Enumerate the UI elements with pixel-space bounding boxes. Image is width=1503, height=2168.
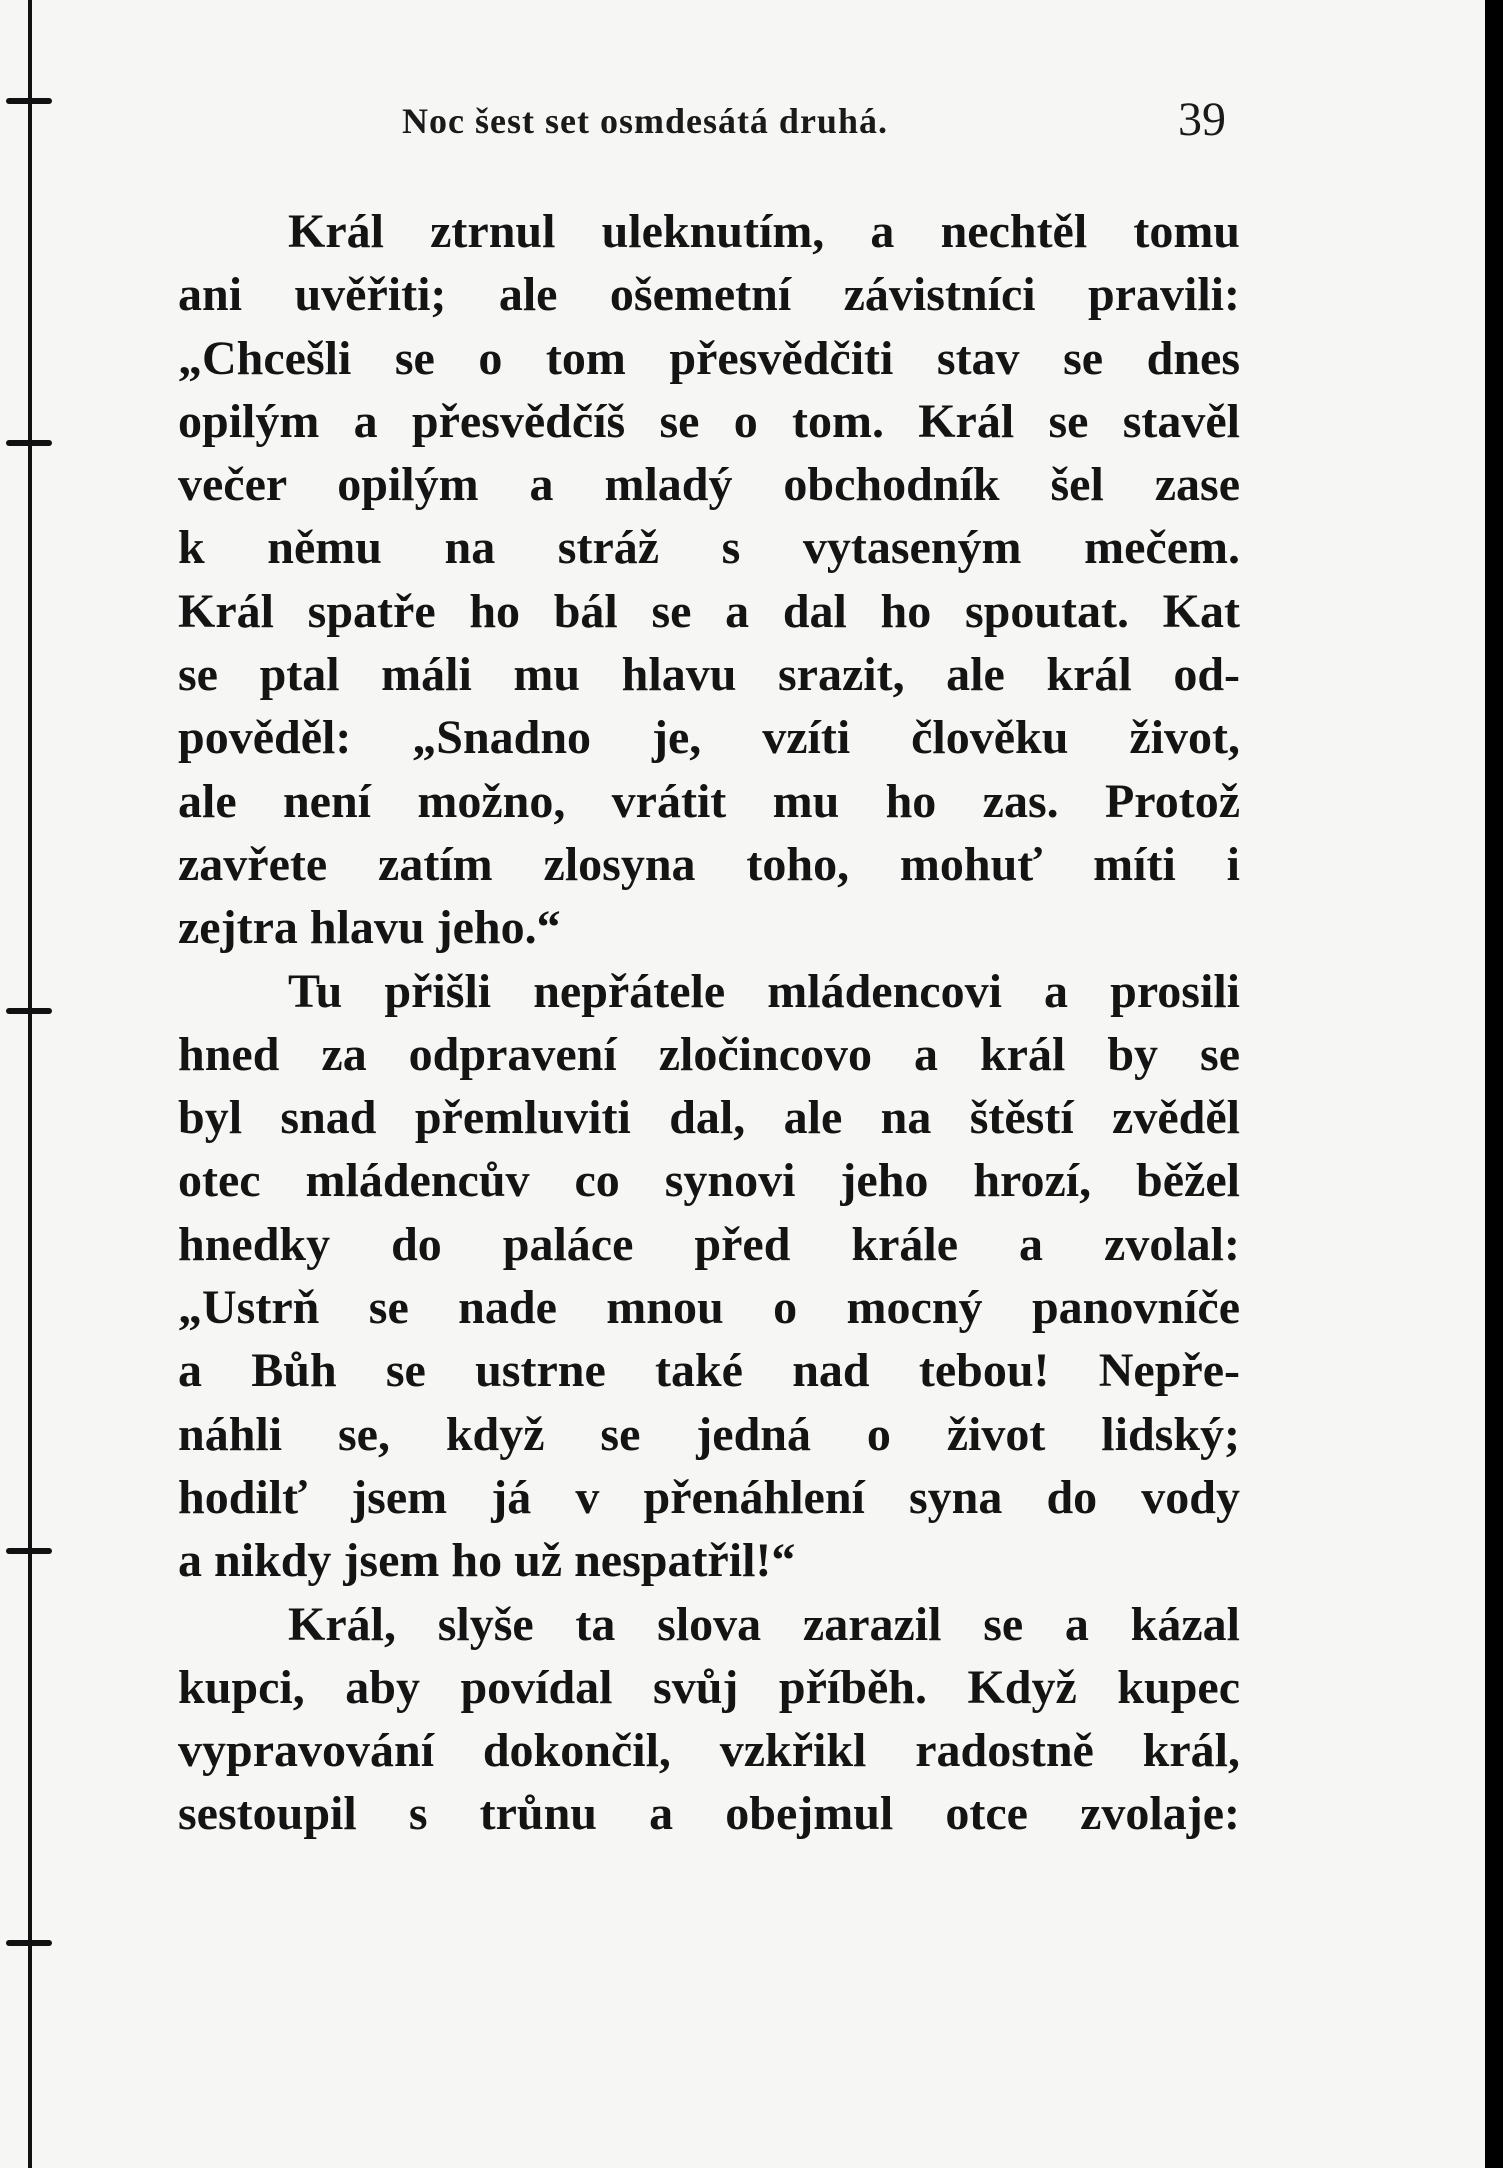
text-line: a nikdy jsem ho už nespatřil!“ <box>178 1534 796 1588</box>
text-line: „Chcešli se o tom přesvědčiti stav se dnes <box>178 331 1240 385</box>
text-line: zavřete zatím zlosyna toho, mohuť míti i <box>178 837 1240 891</box>
text-line: hnedky do paláce před krále a zvolal: <box>178 1217 1240 1271</box>
text-line: hned za odpravení zločincovo a král by se <box>178 1027 1240 1081</box>
text-line: Král ztrnul uleknutím, a nechtěl tomu <box>288 205 1240 258</box>
running-title: Noc šest set osmdesátá druhá. <box>402 101 888 141</box>
text-line: Král spatře ho bál se a dal ho spoutat. Kat <box>178 584 1240 638</box>
text-line: „Ustrň se nade mnou o mocný panovníče <box>178 1281 1240 1335</box>
text-line: večer opilým a mladý obchodník šel zase <box>178 458 1240 512</box>
binding-mark <box>6 440 52 446</box>
text-line: byl snad přemluviti dal, ale na štěstí zvěděl <box>178 1091 1240 1145</box>
text-line: hodilť jsem já v přenáhlení syna do vody <box>178 1470 1240 1524</box>
binding-mark <box>6 1008 52 1014</box>
text-line: opilým a přesvědčíš se o tom. Král se stavěl <box>178 394 1240 448</box>
text-line: Král, slyše ta slova zarazil se a kázal <box>288 1597 1240 1651</box>
text-line: náhli se, když se jedná o život lidský; <box>178 1407 1240 1461</box>
text-line: pověděl: „Snadno je, vzíti člověku život, <box>178 711 1240 765</box>
text-line: Tu přišli nepřátele mládencovi a prosili <box>288 964 1240 1018</box>
text-line: sestoupil s trůnu a obejmul otce zvolaje: <box>178 1787 1240 1841</box>
text-line: otec mládencův co synovi jeho hrozí, běžel <box>178 1154 1240 1208</box>
text-line: vypravování dokončil, vzkřikl radostně král, <box>178 1724 1240 1778</box>
binding-mark <box>6 1940 52 1946</box>
page-edge-shadow <box>1485 0 1503 2168</box>
binding-mark <box>6 1548 52 1554</box>
text-line: a Bůh se ustrne také nad tebou! Nepře- <box>178 1344 1240 1398</box>
text-line: kupci, aby povídal svůj příběh. Když kupec <box>178 1660 1240 1714</box>
text-line: ale není možno, vrátit mu ho zas. Protož <box>178 774 1240 828</box>
body-text <box>178 200 1240 1846</box>
page-number: 39 <box>1178 93 1226 146</box>
text-line: ani uvěřiti; ale ošemetní závistníci pravili: <box>178 268 1240 322</box>
binding-line <box>28 0 32 2168</box>
text-line: zejtra hlavu jeho.“ <box>178 901 561 955</box>
text-line: k němu na stráž s vytaseným mečem. <box>178 521 1240 575</box>
text-line: se ptal máli mu hlavu srazit, ale král od- <box>178 648 1240 702</box>
binding-mark <box>6 98 52 104</box>
